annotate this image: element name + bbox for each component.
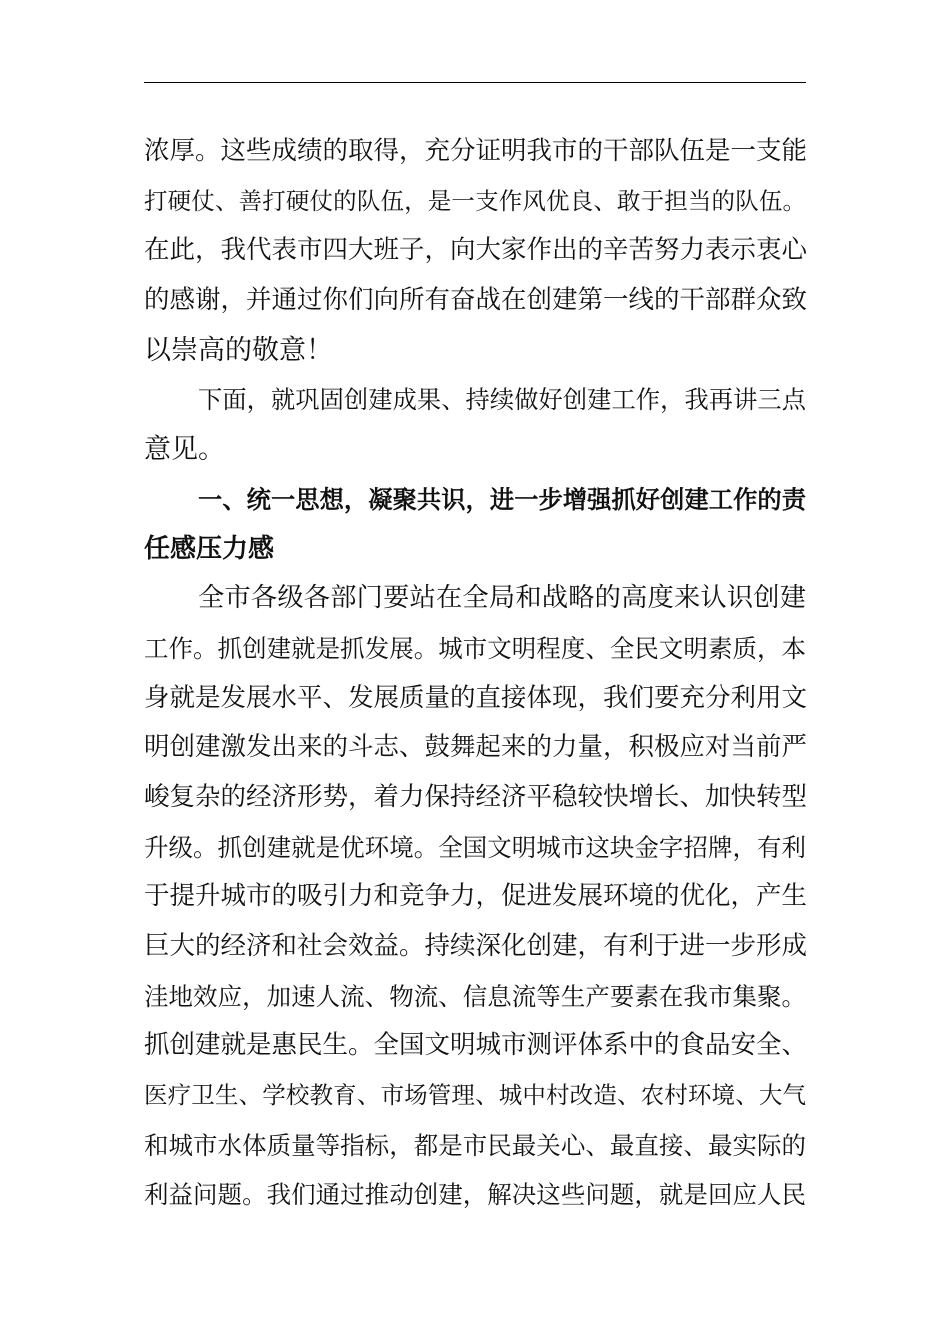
text-line: 医疗卫生、学校教育、市场管理、城中村改造、农村环境、大气 [144, 1081, 806, 1110]
text-line: 升级。抓创建就是优环境。全国文明城市这块金字招牌，有利 [144, 832, 806, 862]
text-line: 打硬仗、善打硬仗的队伍，是一支作风优良、敢于担当的队伍。 [144, 186, 806, 215]
text-line: 身就是发展水平、发展质量的直接体现，我们要充分利用文 [144, 682, 808, 713]
text-line: 工作。抓创建就是抓发展。城市文明程度、全民文明素质，本 [144, 633, 806, 663]
header-rule [144, 82, 806, 83]
text-line: 峻复杂的经济形势，着力保持经济平稳较快增长、加快转型 [144, 781, 808, 812]
text-line: 利益问题。我们通过推动创建，解决这些问题，就是回应人民 [144, 1180, 806, 1210]
text-line: 意见。 [144, 434, 225, 466]
text-line: 以崇高的敬意！ [144, 334, 333, 366]
text-line: 全市各级各部门要站在全局和战略的高度来认识创建 [198, 583, 806, 614]
text-line: 在此，我代表市四大班子，向大家作出的辛苦努力表示衷心 [144, 235, 808, 266]
text-line: 抓创建就是惠民生。全国文明城市测评体系中的食品安全、 [144, 1030, 808, 1061]
section-heading: 一、统一思想，凝聚共识，进一步增强抓好创建工作的责 [198, 484, 806, 514]
document-body [144, 127, 806, 1220]
text-line: 浓厚。这些成绩的取得，充分证明我市的干部队伍是一支能 [144, 136, 808, 166]
text-line: 明创建激发出来的斗志、鼓舞起来的力量，积极应对当前严 [144, 732, 808, 763]
text-line: 和城市水体质量等指标，都是市民最关心、最直接、最实际的 [144, 1130, 806, 1160]
text-line: 于提升城市的吸引力和竞争力，促进发展环境的优化，产生 [144, 881, 808, 912]
section-heading: 任感压力感 [144, 533, 275, 564]
text-line: 下面，就巩固创建成果、持续做好创建工作，我再讲三点 [198, 385, 806, 415]
text-line: 的感谢，并通过你们向所有奋战在创建第一线的干部群众致 [144, 285, 808, 316]
text-line: 巨大的经济和社会效益。持续深化创建，有利于进一步形成 [144, 931, 808, 961]
text-line: 洼地效应，加速人流、物流、信息流等生产要素在我市集聚。 [144, 981, 806, 1011]
